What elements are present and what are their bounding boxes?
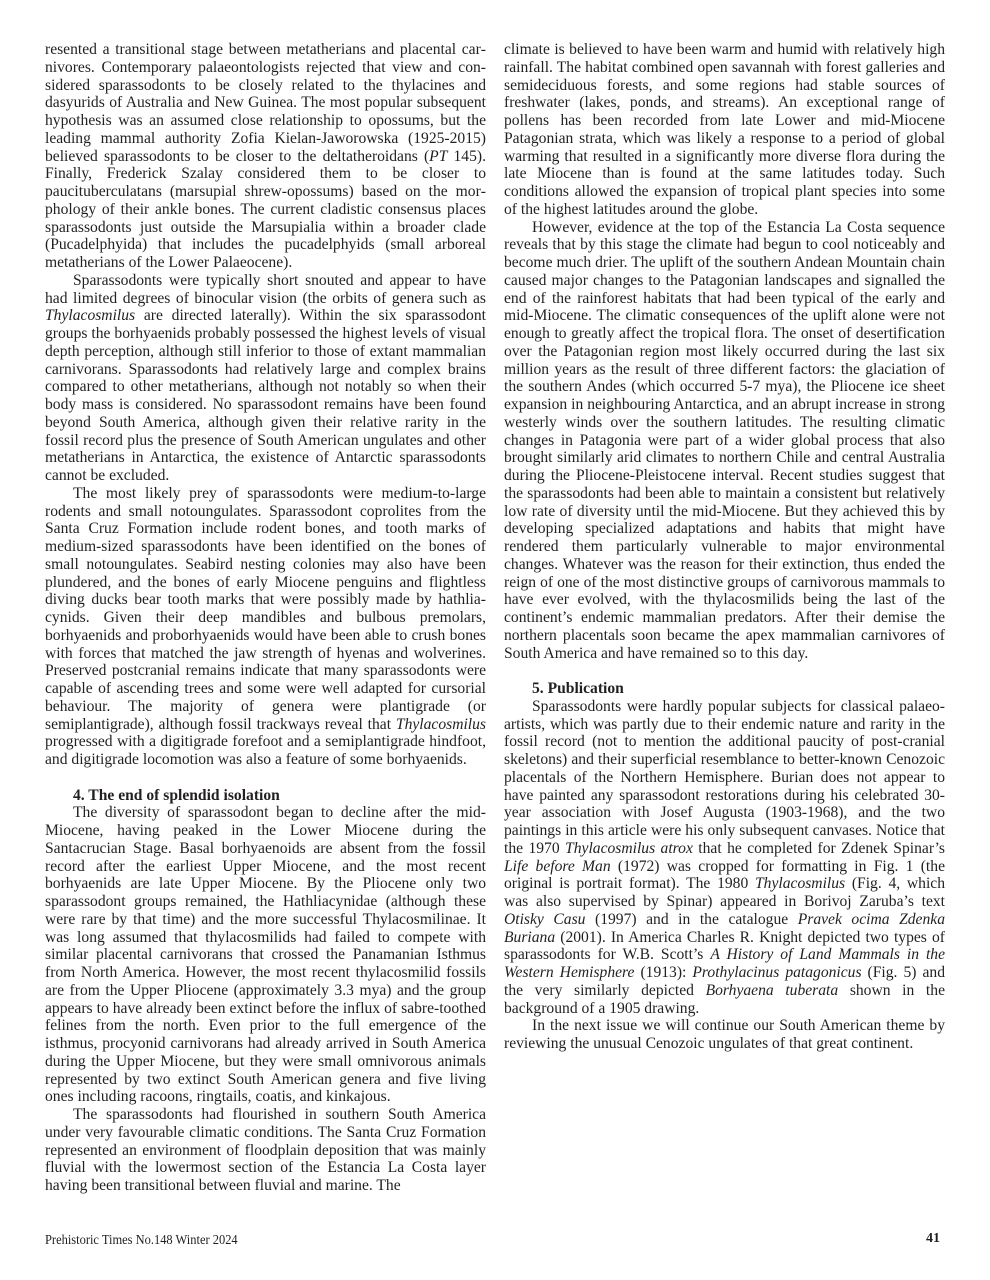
text-run: (1913): (634, 964, 693, 981)
italic-text: A History of Land Mammals in the Western Hemisphere (504, 946, 946, 981)
text-run: shown in the background of a 1905 drawing. (504, 981, 945, 1017)
italic-text: PT (429, 147, 448, 165)
italic-text: Thylacosmilus (45, 307, 136, 325)
text-run: The diversity of sparassodont began to decline after the mid-Miocene, having peaked in the Lower Miocene during the Santacrucian Stage. Basal borhyaenoids are absent from the fossil record after the earliest Upper Miocene, and the most recent borhyaenids are late Upper Miocene. By the Pliocene only two sparassodont groups remained, the Hathliacynidae (although these were rare by that time) and the more successful Thylacosmilinae. It was long assumed that thylacosmilids had failed to compete with similar placental carnivorans that crossed the Panamanian Isthmus from North America. However, the most recent thylacosmilid fossils are from the Upper Pliocene (approximately 3.3 mya) and the group appears to have already been extinct before the influx of sabre-toothed felines from the north. Even prior to the full emergence of the isthmus, procyonid carnivorans had already arrived in South America during the Upper Miocene, but they were small omnivorous animals represented by two extinct South American genera and five living ones including racoons, ringtails, coatis, and kinkajous. (45, 804, 486, 1106)
text-run: progressed with a digitigrade forefoot and a semiplantigrade hindfoot, and digitigrade locomotion was also a feature of some borhyaenids. (45, 733, 486, 768)
italic-text: Thylacosmilus (395, 715, 486, 733)
text-run: (1972) was cropped for formatting in Fig. 1 (the original is portrait format). The 1980 (504, 857, 945, 893)
paragraph (45, 485, 486, 769)
paragraph (45, 272, 486, 485)
paragraph (504, 1017, 945, 1053)
paragraph (504, 219, 945, 663)
section-heading-5: 5. Publication (532, 680, 624, 697)
italic-text: Pravek ocima Zdenka Buriana (504, 910, 945, 946)
text-run: (Fig. 5) and the very similarly depicted (504, 964, 945, 999)
page-number: 41 (926, 1231, 940, 1246)
italic-text: Thylacosmilus atrox (565, 839, 693, 857)
text-run: (2001). In America Charles R. Knight depicted two types of sparassodonts for W.B. Scott’s (504, 928, 945, 964)
text-run: 145). Finally, Frederick Szalay considered them to be closer to paucituberculatans (marsupial shrew-opossums) based on the morphology of their ankle bones. The current cladistic consensus places sparassodonts just outside the Marsupialia within a broader clade (Pucadelphyida) that includes the pucadelphyids (small arboreal metatherians of the Lower Palaeocene). (45, 147, 486, 271)
italic-text: Prothylacinus patagonicus (692, 964, 862, 981)
paragraph (45, 41, 486, 272)
text-run: The most likely prey of sparassodonts were medium-to-large rodents and small notoungulates. Sparassodont coprolites from the Santa Cruz Formation include rodent bones, and tooth marks of medium-sized sparassodonts have been identified on the bones of small notoungulates. Seabird nesting colonies may also have been plundered, and the bones of early Miocene penguins and flightless diving ducks bear tooth marks that were possibly made by hathliacynids. Given their deep mandibles and bulbous premolars, borhyaenids and proborhyaenids would have been able to crush bones with forces that matched the jaw strength of hyenas and wolverines. Preserved postcranial remains indicate that many sparassodonts were capable of ascending trees and some were well adapted for cursorial behaviour. The majority of genera were plantigrade (or semiplantigrade), although fossil trackways reveal that (45, 484, 486, 733)
text-run: In the next issue we will continue our South American theme by reviewing the unusual Cenozoic ungulates of that great continent. (504, 1017, 945, 1052)
left-column (45, 41, 486, 1195)
text-run: Sparassodonts were hardly popular subjects for classical palaeoartists, which was partly due to their endemic nature and rarity in the fossil record (not to mention the additional paucity of post-cranial skeletons) and their superficial resemblance to better-known Cenozoic placentals of the Northern Hemisphere. Burian does not appear to have painted any sparassodont restorations during his celebrated 30-year association with Josef Augusta (1903-1968), and the two paintings in this article were his only subsequent canvases. Notice that the 1970 (504, 697, 945, 857)
paragraph (504, 41, 945, 219)
text-run: The sparassodonts had flourished in southern South America under very favourable climatic conditions. The Santa Cruz Formation represented an environment of floodplain deposition that was mainly fluvial with the lowermost section of the Estancia La Costa layer having been transitional between fluvial and marine. The (45, 1106, 486, 1194)
italic-text: Thylacosmilus (755, 875, 846, 893)
italic-text: Borhyaena tuberata (705, 981, 839, 999)
paragraph (45, 804, 486, 1106)
publication-name: Prehistoric Times No.148 Winter 2024 (45, 1232, 238, 1247)
italic-text: Otisky Casu (504, 910, 586, 928)
section-heading-4: 4. The end of splendid isolation (73, 786, 280, 804)
italic-text: Life before Man (504, 857, 611, 875)
paragraph (504, 698, 945, 1018)
text-run: Sparassodonts were typically short snouted and appear to have had limited degrees of binocular vision (the orbits of genera such as (45, 271, 486, 307)
text-run: (1997) and in the catalogue (585, 910, 798, 928)
section-spacer (504, 662, 945, 680)
paragraph (45, 1106, 486, 1195)
right-column (504, 41, 945, 1053)
text-run: (Fig. 4, which was also supervised by Spinar) appeared in Borivoj Zaruba’s text (504, 875, 945, 910)
text-run: resented a transitional stage between metatherians and placental carnivores. Contemporary palaeontologists rejected that view and considered sparassodonts to be closely related to the thylacines and dasyurids of Australia and New Guinea. The most popular subsequent hypothesis was an assumed close relationship to opossums, but the leading mammal authority Zofia Kielan-Jaworowska (1925-2015) believed sparassodonts to be closer to the deltatheroidans ( (45, 41, 486, 165)
text-run: that he completed for Zdenek Spinar’s (692, 839, 945, 857)
text-run: climate is believed to have been warm and humid with relatively high rainfall. The habitat combined open savannah with forest galleries and semideciduous forests, and some regions had stable sources of freshwater (lakes, ponds, and streams). An exceptional range of pollens has been recorded from late Lower and mid-Miocene Patagonian strata, which was likely a response to a period of global warming that resulted in a significantly more diverse flora during the late Miocene than is found at the same latitudes today. Such conditions allowed the expansion of tropical plant species into some of the highest latitudes around the globe. (504, 41, 945, 218)
section-spacer (45, 769, 486, 787)
text-run: However, evidence at the top of the Estancia La Costa sequence reveals that by this stage the climate had begun to cool noticeably and become much drier. The uplift of the southern Andean Mountain chain caused major changes to the Patagonian landscapes and signalled the end of the rainforest habitats that had been typical of the early and mid-Miocene. The climatic consequences of the uplift alone were not enough to greatly affect the tropical flora. The onset of desertification over the Patagonian region most likely occurred during the last six million years as the result of three different factors: the glaciation of the southern Andes (which occurred 5-7 mya), the Pliocene ice sheet expansion in neighbouring Antarctica, and an abrupt increase in strong westerly winds over the southern latitudes. The resulting climatic changes in Patagonia were part of a wider global process that also brought similarly arid climates to northern Chile and central Australia during the Pliocene-Pleistocene interval. Recent studies suggest that the sparassodonts had been able to maintain a consistent but relatively low rate of diversity until the mid-Miocene. But they achieved this by developing specialized adaptations and habits that might have rendered them particularly vulnerable to major environmental changes. Whatever was the reason for their extinction, thus ended the reign of one of the most distinctive groups of carnivorous mammals to have ever evolved, with the thylacosmilids being the last of the continent’s endemic mammalian predators. After their demise the northern placentals soon became the apex mammalian carnivores of South America and have remained so to this day. (504, 218, 945, 662)
text-run: are directed laterally). Within the six sparassodont groups the borhyaenids probably possessed the highest levels of visual depth perception, although still inferior to those of extant mammalian carnivorans. Sparassodonts had relatively large and complex brains compared to other metatherians, although not notably so when their body mass is considered. No sparassodont remains have been found beyond South America, although given their relative rarity in the fossil record plus the presence of South American ungulates and other metatherians in Antarctica, the existence of Antarctic sparassodonts cannot be excluded. (45, 307, 486, 484)
